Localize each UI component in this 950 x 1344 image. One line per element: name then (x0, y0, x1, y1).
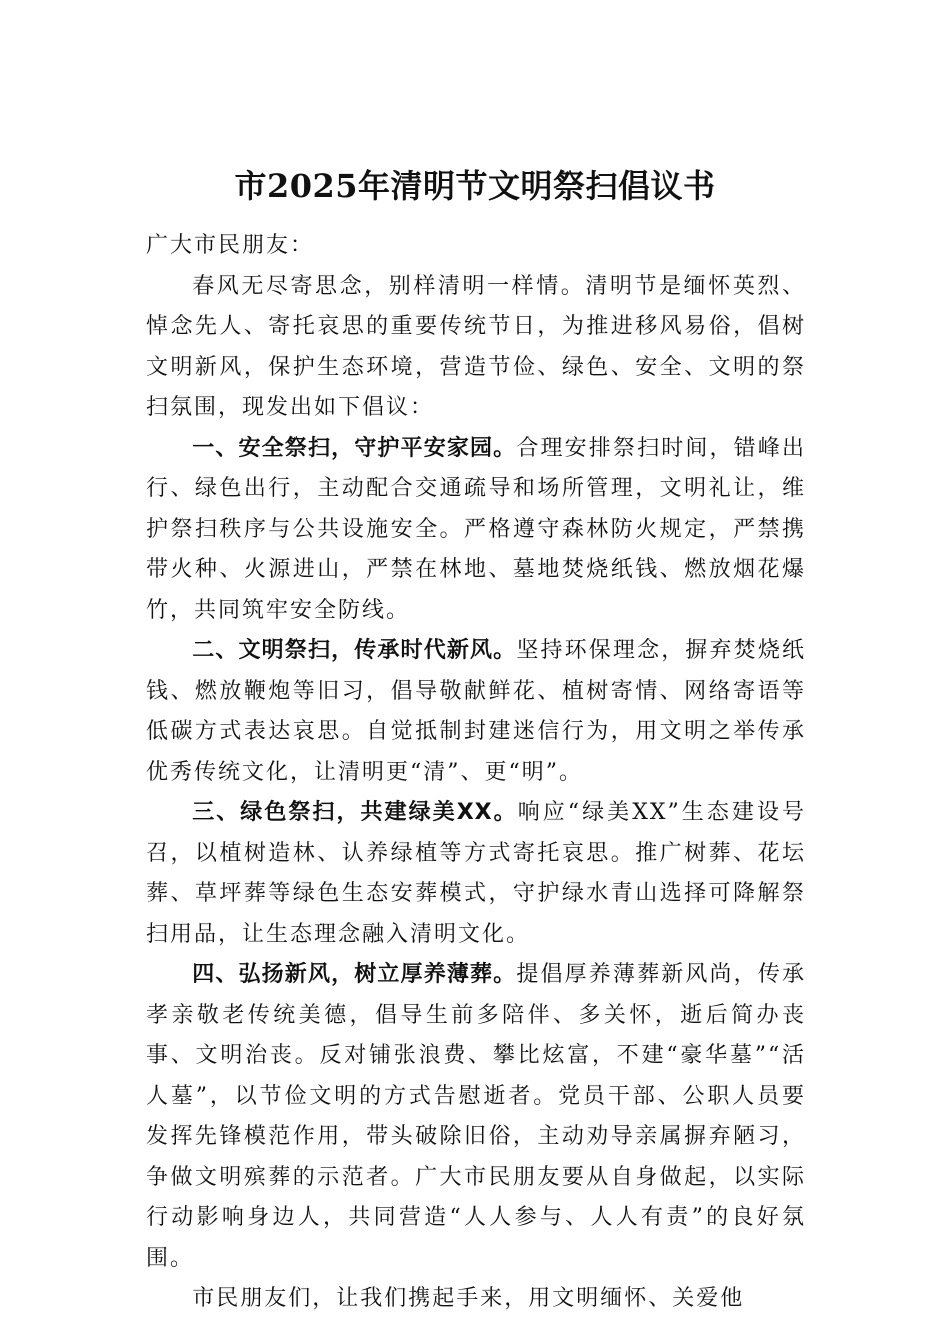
intro-paragraph: 春风无尽寄思念，别样清明一样情。清明节是缅怀英烈、悼念先人、寄托哀思的重要传统节日，为推进移风易俗，倡树文明新风，保护生态环境，营造节俭、绿色、安全、文明的祭扫氛围，现发出如下倡议： (146, 273, 806, 420)
closing-paragraph: 市民朋友们，让我们携起手来，用文明缅怀、关爱他 (192, 1286, 745, 1311)
section-text-4: 提倡厚养薄葬新风尚，传承孝亲敬老传统美德，倡导生前多陪伴、多关怀，逝后简办丧事、文明治丧。反对铺张浪费、攀比炫富，不建“豪华墓”“活人墓”，以节俭文明的方式告慰逝者。党员干部、公职人员要发挥先锋模范作用，带头破除旧俗，主动劝导亲属摒弃陋习，争做文明殡葬的示范者。广大市民朋友要从自身做起，以实际行动影响身边人，共同营造“人人参与、人人有责”的良好氛围。 (146, 962, 806, 1271)
document-body (146, 226, 806, 1320)
section-heading-1: 一、安全祭扫，守护平安家园。 (192, 435, 517, 461)
document-title: 市2025年清明节文明祭扫倡议书 (234, 167, 716, 205)
section-paragraph-3 (146, 793, 806, 955)
section-paragraph-1 (146, 429, 806, 632)
section-paragraph-4 (146, 955, 806, 1279)
section-paragraph-2 (146, 631, 806, 793)
section-heading-3: 三、绿色祭扫，共建绿美XX。 (192, 800, 518, 825)
section-heading-4: 四、弘扬新风，树立厚养薄葬。 (192, 962, 517, 987)
salutation: 广大市民朋友： (146, 233, 315, 258)
section-text-3: 响应“绿美XX”生态建设号召，以植树造林、认养绿植等方式寄托哀思。推广树葬、花坛葬、草坪葬等绿色生态安葬模式，守护绿水青山选择可降解祭扫用品，让生态理念融入清明文化。 (146, 800, 806, 947)
section-text-1: 合理安排祭扫时间，错峰出行、绿色出行，主动配合交通疏导和场所管理，文明礼让，维护祭扫秩序与公共设施安全。严格遵守森林防火规定，严禁携带火种、火源进山，严禁在林地、墓地焚烧纸钱、燃放烟花爆竹，共同筑牢安全防线。 (146, 435, 806, 623)
section-text-2: 坚持环保理念，摒弃焚烧纸钱、燃放鞭炮等旧习，倡导敬献鲜花、植树寄情、网络寄语等低碳方式表达哀思。自觉抵制封建迷信行为，用文明之举传承优秀传统文化，让清明更“清”、更“明”。 (146, 638, 806, 785)
section-heading-2: 二、文明祭扫，传承时代新风。 (192, 638, 517, 663)
